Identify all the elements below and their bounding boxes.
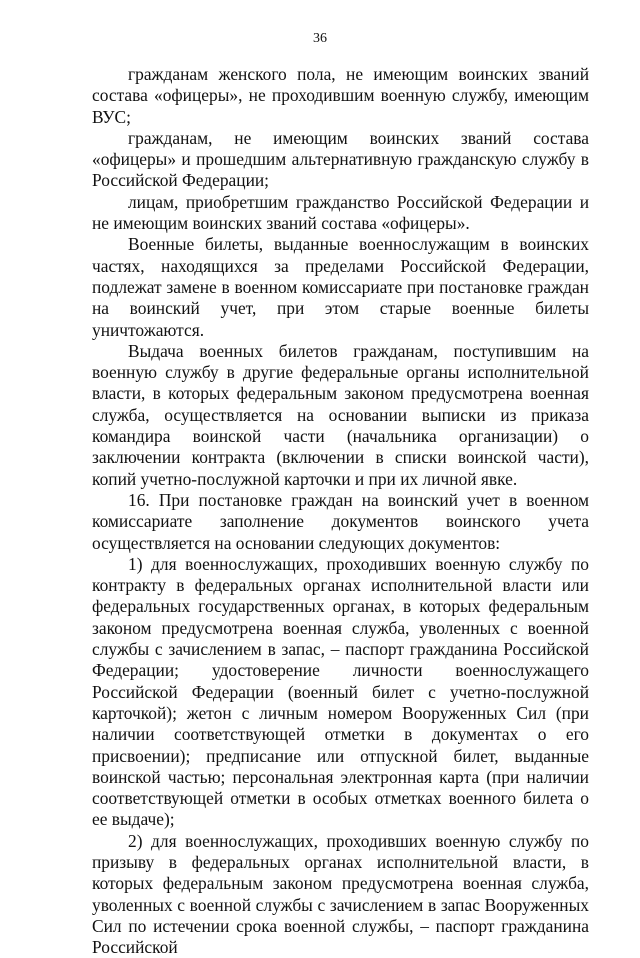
paragraph-section-16: 16. При постановке граждан на воинский учет в военном комиссариате заполнение документов воинского учета осуществляется на основании следующих документов: xyxy=(92,489,589,553)
paragraph-issuing-military-ids: Выдача военных билетов гражданам, поступившим на военную службу в другие федеральные органы исполнительной власти, в которых федеральным законом предусмотрена военная служба, осуществляется на основании выписки из приказа командира воинской части (начальника организации) о заключении контракта (включении в списки воинской части), копий учетно-послужной карточки и при их личной явке. xyxy=(92,340,589,489)
paragraph-alternative-civil-service: гражданам, не имеющим воинских званий состава «офицеры» и прошедшим альтернативную гражданскую службу в Российской Федерации; xyxy=(92,127,589,191)
paragraph-item-1-contract-service: 1) для военнослужащих, проходивших военную службу по контракту в федеральных органах исполнительной власти или федеральных государственных органах, в которых федеральным законом предусмотрена военная служба, уволенных с военной службы с зачислением в запас, – паспорт гражданина Российской Федерации; удостоверение личности военнослужащего Российской Федерации (военный билет с учетно-послужной карточкой); жетон с личным номером Вооруженных Сил (при наличии соответствующей отметки в документах о его присвоении); предписание или отпускной билет, выданные воинской частью; персональная электронная карта (при наличии соответствующей отметки в особых отметках военного билета о ее выдаче); xyxy=(92,553,589,830)
paragraph-women-without-officer-rank: гражданам женского пола, не имеющим воинских званий состава «офицеры», не проходившим военную службу, имеющим ВУС; xyxy=(92,64,589,127)
document-body xyxy=(92,64,589,958)
page-number: 36 xyxy=(313,31,327,46)
paragraph-acquired-citizenship: лицам, приобретшим гражданство Российской Федерации и не имеющим воинских званий состава «офицеры». xyxy=(92,191,589,234)
paragraph-military-ids-abroad: Военные билеты, выданные военнослужащим в воинских частях, находящихся за пределами Российской Федерации, подлежат замене в военном комиссариате при постановке граждан на воинский учет, при этом старые военные билеты уничтожаются. xyxy=(92,234,589,340)
paragraph-item-2-conscript-service: 2) для военнослужащих, проходивших военную службу по призыву в федеральных органах исполнительной власти, в которых федеральным законом предусмотрена военная служба, уволенных с военной службы с зачислением в запас Вооруженных Сил по истечении срока военной службы, – паспорт гражданина Российской xyxy=(92,830,589,958)
